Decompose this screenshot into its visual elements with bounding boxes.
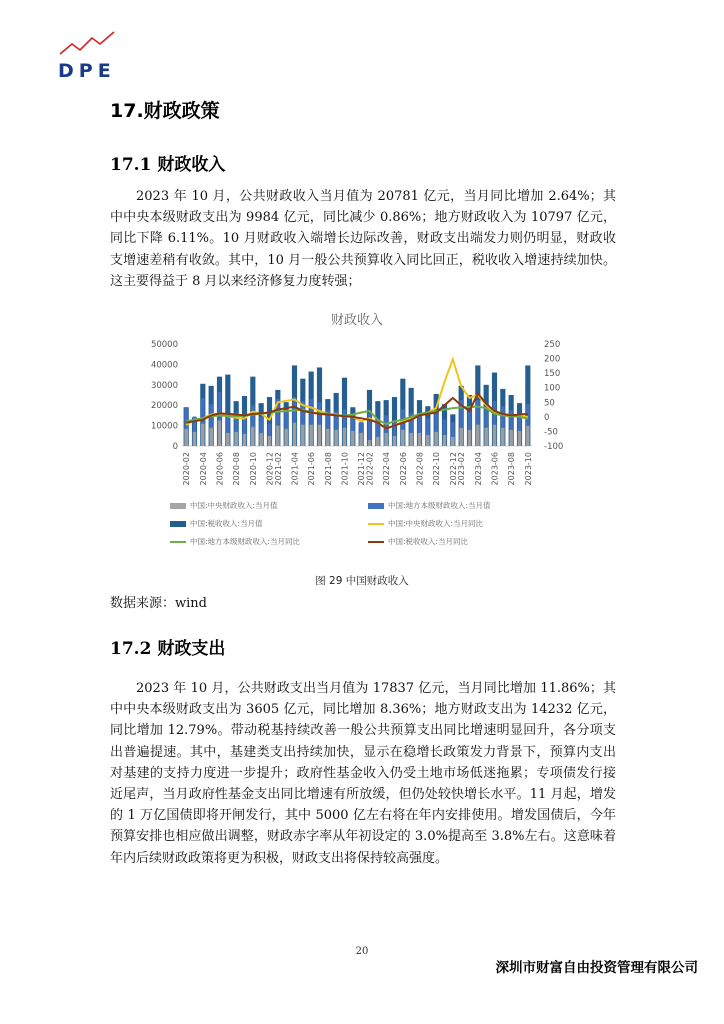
x-tick-label: 2020-08 bbox=[232, 452, 242, 486]
bar-central bbox=[226, 433, 230, 446]
bar-central bbox=[418, 433, 422, 446]
x-tick-label: 2022-08 bbox=[415, 452, 425, 486]
x-tick-label: 2023-04 bbox=[473, 452, 483, 486]
legend-swatch-tax-yoy bbox=[368, 541, 384, 543]
legend-item-central bbox=[170, 500, 278, 511]
legend-item-local bbox=[368, 500, 491, 511]
x-tick-label: 2021-12 bbox=[357, 452, 367, 486]
x-tick-label: 2021-06 bbox=[307, 452, 317, 486]
y-right-tick-label: -100 bbox=[544, 442, 564, 452]
page-number: 20 bbox=[355, 946, 369, 957]
legend-label-central-yoy: 中国:中央财政收入:当月同比 bbox=[388, 519, 484, 528]
legend-item-tax bbox=[170, 518, 263, 529]
bar-central bbox=[359, 433, 363, 446]
y-right-tick-label: 200 bbox=[544, 354, 561, 365]
bar-central bbox=[434, 432, 438, 446]
bar-local bbox=[443, 419, 447, 434]
bar-central bbox=[376, 437, 380, 446]
bar-central bbox=[293, 423, 297, 446]
x-tick-label: 2023-06 bbox=[490, 452, 500, 486]
bar-central bbox=[201, 424, 205, 446]
bar-central bbox=[518, 431, 522, 446]
bar-central bbox=[326, 429, 330, 446]
data-source: 数据来源：wind bbox=[110, 596, 207, 611]
bar-central bbox=[334, 430, 338, 446]
bar-local bbox=[451, 423, 455, 437]
legend-swatch-tax bbox=[170, 521, 186, 527]
legend-label-local-yoy: 中国:地方本级财政收入:当月同比 bbox=[190, 537, 301, 546]
bar-central bbox=[426, 435, 430, 446]
bar-local bbox=[268, 424, 272, 436]
bar-local bbox=[476, 400, 480, 424]
x-tick-label: 2022-04 bbox=[382, 452, 392, 486]
bar-central bbox=[501, 428, 505, 446]
bar-local bbox=[434, 413, 438, 431]
bar-central bbox=[526, 426, 530, 446]
bar-local bbox=[501, 406, 505, 427]
x-tick-label: 2020-06 bbox=[215, 452, 225, 486]
legend-label-tax: 中国:税收收入:当月值 bbox=[190, 519, 263, 528]
x-tick-label: 2021-04 bbox=[290, 452, 300, 486]
subsection-title-revenue: 17.1 财政收入 bbox=[110, 155, 226, 175]
bar-central bbox=[251, 427, 255, 446]
bar-central bbox=[318, 425, 322, 446]
bar-central bbox=[401, 430, 405, 446]
bar-local bbox=[509, 410, 513, 429]
chart-title: 财政收入 bbox=[330, 313, 384, 328]
bar-central bbox=[343, 428, 347, 446]
y-left-tick-label: 50000 bbox=[150, 340, 178, 350]
bar-central bbox=[218, 421, 222, 447]
y-right-tick-label: 250 bbox=[544, 340, 561, 350]
bar-local bbox=[426, 418, 430, 434]
bar-central bbox=[243, 434, 247, 446]
x-tick-label: 2020-02 bbox=[182, 452, 192, 486]
bar-local bbox=[184, 407, 188, 428]
y-right-tick-label: 50 bbox=[544, 398, 555, 409]
bar-central bbox=[234, 432, 238, 446]
expenditure-paragraph-text: 2023 年 10 月，公共财政支出当月值为 17837 亿元，当月同比增加 11.86%；其中中央本级财政支出为 3605 亿元，同比增加 8.36%；地方财政支出为 14232 亿元，同比增加 12.79%。带动税基持续改善一般公共预算支出同比增速明显回升，各分项支出普遍提速。其中，基建类支出持续加快，显示在稳增长政策发力背景下，预算内支出对基建的支持力度进一步提升；政府性基金收入仍受土地市场低迷拖累；专项债发行接近尾声，当月政府性基金支出同比增速有所放缓，但仍处较快增长水平。11 月起，增发的 1 万亿国债即将开闸发行，其中 5000 亿左右将在年内安排使用。增发国债后，今年预算安排也相应做出调整，财政赤字率从年初设定的 3.0%提高至 3.8%左右。这意味着年内后续财政政策将更为积极，财政支出将保持较高强度。 bbox=[110, 681, 616, 866]
legend-item-central-yoy bbox=[368, 518, 483, 529]
legend-item-tax-yoy bbox=[368, 536, 468, 547]
x-tick-label: 2021-02 bbox=[273, 452, 283, 486]
bar-central bbox=[209, 428, 213, 446]
bar-central bbox=[268, 436, 272, 446]
bar-central bbox=[309, 425, 313, 446]
bar-central bbox=[509, 430, 513, 446]
x-tick-label: 2021-10 bbox=[340, 452, 350, 486]
legend-swatch-central bbox=[170, 503, 186, 509]
bar-central bbox=[184, 429, 188, 446]
x-tick-label: 2020-04 bbox=[198, 452, 208, 486]
x-tick-label: 2020-10 bbox=[248, 452, 258, 486]
bar-central bbox=[451, 437, 455, 446]
subsection-title-expenditure: 17.2 财政支出 bbox=[110, 639, 226, 659]
bar-central bbox=[384, 433, 388, 446]
bar-central bbox=[476, 425, 480, 446]
y-left-tick-label: 30000 bbox=[150, 380, 178, 391]
x-tick-label: 2022-06 bbox=[398, 452, 408, 486]
bar-central bbox=[484, 428, 488, 446]
x-tick-label: 2023-02 bbox=[457, 452, 467, 486]
y-left-tick-label: 40000 bbox=[150, 360, 178, 371]
bar-central bbox=[284, 429, 288, 446]
section-title: 17.财政政策 bbox=[110, 100, 220, 122]
legend-label-central: 中国:中央财政收入:当月值 bbox=[190, 501, 278, 510]
logo-text: DPE bbox=[58, 60, 116, 82]
legend-label-tax-yoy: 中国:税收收入:当月同比 bbox=[388, 537, 469, 546]
expenditure-paragraph bbox=[110, 678, 616, 869]
bar-central bbox=[368, 440, 372, 446]
figure-caption: 图 29 中国财政收入 bbox=[315, 575, 409, 587]
x-tick-label: 2022-02 bbox=[365, 452, 375, 486]
bar-central bbox=[393, 436, 397, 446]
bar-central bbox=[409, 433, 413, 446]
legend-swatch-central-yoy bbox=[368, 523, 384, 525]
bar-central bbox=[193, 432, 197, 446]
y-right-tick-label: 100 bbox=[544, 383, 561, 394]
company-logo bbox=[58, 30, 138, 82]
legend-label-local: 中国:地方本级财政收入:当月值 bbox=[388, 501, 491, 510]
revenue-paragraph bbox=[110, 186, 616, 292]
revenue-chart-svg bbox=[110, 300, 616, 500]
company-name: 深圳市财富自由投资管理有限公司 bbox=[495, 960, 698, 976]
x-tick-label: 2023-08 bbox=[507, 452, 517, 486]
y-right-tick-label: 0 bbox=[544, 412, 550, 423]
bar-local bbox=[393, 421, 397, 436]
bar-local bbox=[468, 411, 472, 429]
bar-central bbox=[259, 433, 263, 446]
x-tick-label: 2022-12 bbox=[448, 452, 458, 486]
bar-central bbox=[351, 431, 355, 446]
bar-central bbox=[468, 430, 472, 446]
bar-central bbox=[276, 426, 280, 446]
bar-local bbox=[259, 416, 263, 432]
bar-central bbox=[301, 425, 305, 446]
x-tick-label: 2021-08 bbox=[323, 452, 333, 486]
logo-graph-icon bbox=[58, 30, 128, 56]
bar-central bbox=[493, 425, 497, 446]
legend-item-local-yoy bbox=[170, 536, 300, 547]
y-right-tick-label: -50 bbox=[544, 427, 558, 438]
bar-local bbox=[251, 405, 255, 426]
bar-central bbox=[459, 428, 463, 446]
revenue-paragraph-text: 2023 年 10 月，公共财政收入当月值为 20781 亿元，当月同比增加 2.64%；其中中央本级财政支出为 9984 亿元，同比减少 0.86%；地方财政收入为 10797 亿元，同比下降 6.11%。10 月财政收入端增长边际改善，财政支出端发力则仍明显，财政收支增速差稍有收敛。其中，10 月一般公共预算收入同比回正，税收收入增速持续加快。这主要得益于 8 月以来经济修复力度转强； bbox=[110, 189, 616, 289]
bar-local bbox=[343, 409, 347, 427]
y-left-tick-label: 20000 bbox=[150, 401, 178, 412]
y-right-tick-label: 150 bbox=[544, 369, 561, 380]
legend-swatch-local-yoy bbox=[170, 541, 186, 543]
y-left-tick-label: 10000 bbox=[150, 421, 178, 432]
x-tick-label: 2023-10 bbox=[523, 452, 533, 486]
bar-local bbox=[284, 411, 288, 428]
y-left-tick-label: 0 bbox=[172, 442, 178, 452]
x-tick-label: 2020-12 bbox=[265, 452, 275, 486]
legend-swatch-local bbox=[368, 503, 384, 509]
x-tick-label: 2022-10 bbox=[432, 452, 442, 486]
bar-central bbox=[443, 435, 447, 446]
bar-local bbox=[359, 422, 363, 433]
